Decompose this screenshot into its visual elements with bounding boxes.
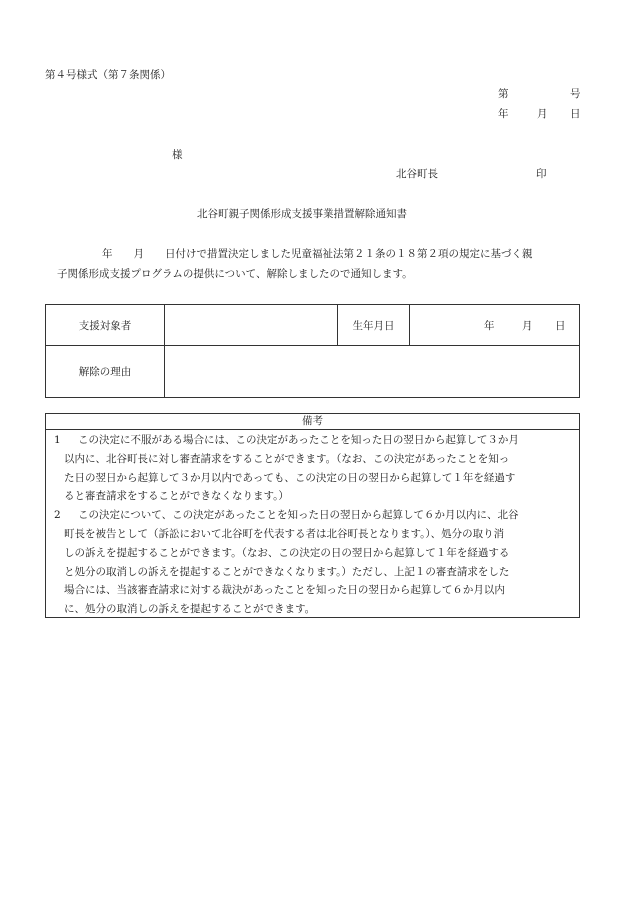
issuer: 北谷町長	[396, 168, 438, 180]
table-row	[46, 346, 580, 398]
birthdate-label: 生年月日	[338, 305, 410, 346]
document-title: 北谷町親子関係形成支援事業措置解除通知書	[197, 208, 407, 220]
reason-value	[165, 346, 580, 398]
note-line: この決定に不服がある場合には、この決定があったことを知った日の翌日から起算して３か月	[78, 434, 519, 446]
date-day: 日	[570, 108, 581, 120]
birthdate-value	[410, 305, 580, 346]
birthdate-day: 日	[555, 320, 566, 332]
table-row	[46, 305, 580, 346]
body-line-1: 年 月 日付けで措置決定しました児童福祉法第２１条の１８第２項の規定に基づく親	[102, 248, 533, 260]
note-number: 2	[54, 509, 61, 522]
body-line-2: 子関係形成支援プログラムの提供について、解除しましたので通知します。	[57, 268, 413, 280]
info-table	[45, 304, 580, 398]
note-line: この決定について、この決定があったことを知った日の翌日から起算して６か月以内に、北谷	[78, 509, 519, 522]
note-line: に、処分の取消しの訴えを提起することができます。	[64, 603, 316, 616]
note-line: と処分の取消しの訴えを提起することができなくなります。）ただし、上記１の審査請求をした	[64, 565, 510, 578]
support-target-value	[165, 305, 338, 346]
seal: 印	[536, 168, 547, 180]
doc-number-prefix: 第	[498, 88, 509, 100]
note-line: 以内に、北谷町長に対し審査請求をすることができます。（なお、この決定があったことを知っ	[64, 452, 510, 465]
note-item-1	[46, 431, 575, 506]
note-item-2	[46, 506, 575, 619]
addressee-suffix: 様	[172, 149, 183, 161]
notes-box	[45, 413, 580, 618]
date-year: 年	[498, 108, 509, 120]
note-line: た日の翌日から起算して３か月以内であっても、この決定の日の翌日から起算して１年を経過す	[64, 471, 516, 484]
note-line: 場合には、当該審査請求に対する裁決があったことを知った日の翌日から起算して６か月以内	[64, 584, 505, 597]
note-number: 1	[54, 434, 61, 446]
doc-number-suffix: 号	[570, 88, 581, 100]
birthdate-year: 年	[484, 320, 495, 332]
date-month: 月	[537, 108, 548, 120]
support-target-label: 支援対象者	[46, 305, 165, 346]
form-number: 第４号様式（第７条関係）	[45, 69, 171, 81]
note-line: ると審査請求をすることができなくなります。）	[64, 490, 289, 503]
notes-header: 備考	[46, 414, 579, 430]
note-line: しの訴えを提起することができます。（なお、この決定の日の翌日から起算して１年を経過する	[64, 546, 510, 559]
note-line: 町長を被告として（訴訟において北谷町を代表する者は北谷町長となります。）、処分の取り消	[64, 527, 505, 540]
reason-label: 解除の理由	[46, 346, 165, 398]
birthdate-month: 月	[522, 320, 533, 332]
